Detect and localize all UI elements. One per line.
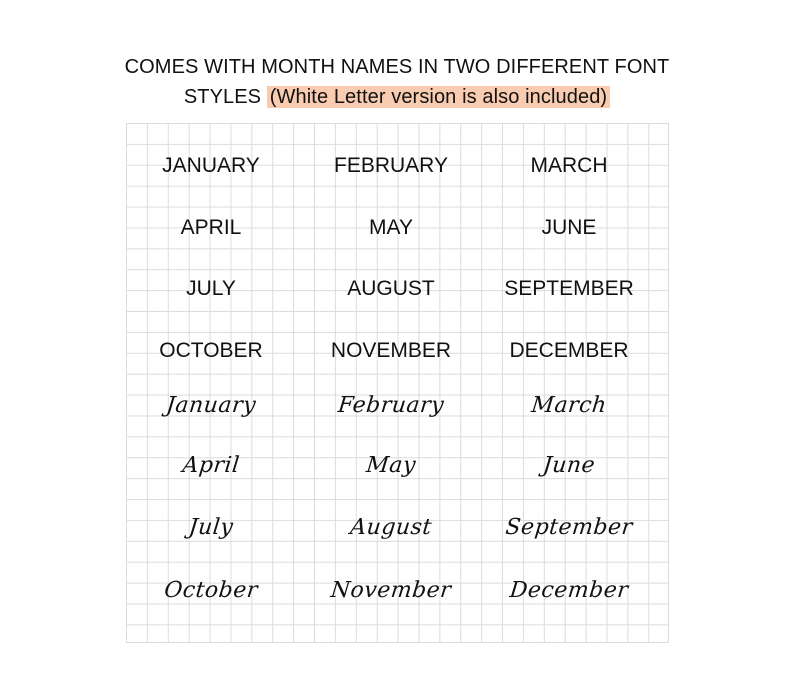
month-print-june: JUNE <box>541 216 597 239</box>
month-print-march: MARCH <box>530 154 608 177</box>
month-script-july: July <box>187 515 235 540</box>
month-print-april: APRIL <box>180 216 242 239</box>
month-print-december: DECEMBER <box>509 339 629 362</box>
header-line-1: COMES WITH MONTH NAMES IN TWO DIFFERENT FONT <box>124 56 670 78</box>
month-script-june: June <box>541 453 597 478</box>
grid-paper-background <box>126 123 669 643</box>
month-print-may: MAY <box>369 216 413 239</box>
month-script-september: September <box>504 515 634 540</box>
month-script-november: November <box>329 578 453 603</box>
month-script-may: May <box>364 453 418 478</box>
month-script-april: April <box>181 453 241 478</box>
month-script-october: October <box>162 578 260 603</box>
month-script-february: February <box>336 393 446 418</box>
month-script-january: January <box>164 393 258 418</box>
month-script-august: August <box>349 515 434 540</box>
month-print-september: SEPTEMBER <box>504 277 634 300</box>
month-print-august: AUGUST <box>347 277 435 300</box>
header-line-2-text: STYLES <box>183 86 262 108</box>
header <box>0 52 794 112</box>
month-script-december: December <box>508 578 630 603</box>
month-print-january: JANUARY <box>162 154 260 177</box>
month-print-november: NOVEMBER <box>330 339 452 362</box>
header-line-2 <box>0 82 794 112</box>
month-print-october: OCTOBER <box>159 339 263 362</box>
header-highlight-note: (White Letter version is also included) <box>267 86 610 108</box>
month-script-march: March <box>530 393 608 418</box>
month-print-february: FEBRUARY <box>334 154 448 177</box>
month-print-july: JULY <box>186 277 236 300</box>
